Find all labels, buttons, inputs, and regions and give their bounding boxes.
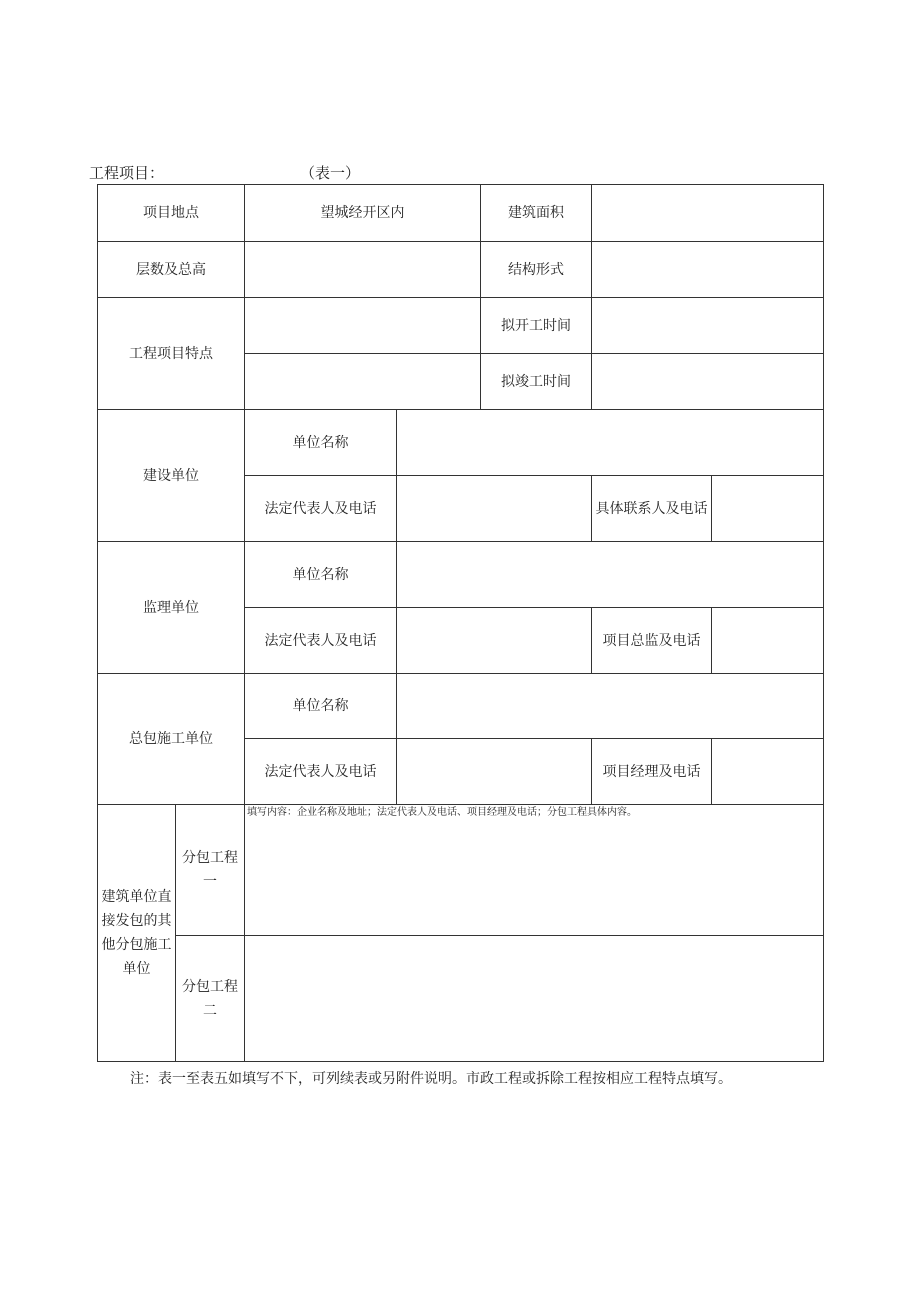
contractor-legal-rep-label: 法定代表人及电话 <box>245 739 397 805</box>
supervision-legal-rep-value-cell[interactable] <box>397 608 592 674</box>
construction-unit-label: 建设单位 <box>98 410 245 542</box>
construction-name-label: 单位名称 <box>245 410 397 476</box>
features-value-cell-2[interactable] <box>245 354 481 410</box>
finish-time-value-cell[interactable] <box>592 354 824 410</box>
supervision-unit-label: 监理单位 <box>98 542 245 674</box>
start-time-value-cell[interactable] <box>592 298 824 354</box>
floors-label: 层数及总高 <box>98 242 245 298</box>
supervision-chief-label: 项目总监及电话 <box>592 608 712 674</box>
supervision-name-label: 单位名称 <box>245 542 397 608</box>
features-label: 工程项目特点 <box>98 298 245 410</box>
area-label: 建筑面积 <box>481 185 592 242</box>
structure-label: 结构形式 <box>481 242 592 298</box>
construction-name-value-cell[interactable] <box>397 410 824 476</box>
construction-contact-label: 具体联系人及电话 <box>592 476 712 542</box>
sub2-label: 分包工程二 <box>176 936 245 1062</box>
form-header <box>89 162 361 183</box>
area-value-cell[interactable] <box>592 185 824 242</box>
location-value: 望城经开区内 <box>245 185 481 242</box>
table-number-label: （表一） <box>300 164 361 182</box>
supervision-name-value-cell[interactable] <box>397 542 824 608</box>
finish-time-label: 拟竣工时间 <box>481 354 592 410</box>
supervision-legal-rep-label: 法定代表人及电话 <box>245 608 397 674</box>
location-label: 项目地点 <box>98 185 245 242</box>
supervision-chief-value-cell[interactable] <box>712 608 824 674</box>
sub1-content-cell[interactable]: 填写内容：企业名称及地址；法定代表人及电话、项目经理及电话；分包工程具体内容。 <box>245 805 824 936</box>
project-label: 工程项目： <box>89 164 165 182</box>
footer-note: 注：表一至表五如填写不下，可列续表或另附件说明。市政工程或拆除工程按相应工程特点填写。 <box>130 1071 732 1087</box>
floors-value-cell[interactable] <box>245 242 481 298</box>
contractor-name-label: 单位名称 <box>245 674 397 739</box>
contractor-manager-label: 项目经理及电话 <box>592 739 712 805</box>
start-time-label: 拟开工时间 <box>481 298 592 354</box>
features-value-cell-1[interactable] <box>245 298 481 354</box>
construction-legal-rep-value-cell[interactable] <box>397 476 592 542</box>
general-contractor-label: 总包施工单位 <box>98 674 245 805</box>
subcontract-label: 建筑单位直接发包的其他分包施工单位 <box>98 805 176 1062</box>
sub1-label: 分包工程一 <box>176 805 245 936</box>
contractor-name-value-cell[interactable] <box>397 674 824 739</box>
structure-value-cell[interactable] <box>592 242 824 298</box>
sub2-content-cell[interactable] <box>245 936 824 1062</box>
contractor-legal-rep-value-cell[interactable] <box>397 739 592 805</box>
project-info-table <box>97 184 824 1062</box>
construction-legal-rep-label: 法定代表人及电话 <box>245 476 397 542</box>
construction-contact-value-cell[interactable] <box>712 476 824 542</box>
contractor-manager-value-cell[interactable] <box>712 739 824 805</box>
